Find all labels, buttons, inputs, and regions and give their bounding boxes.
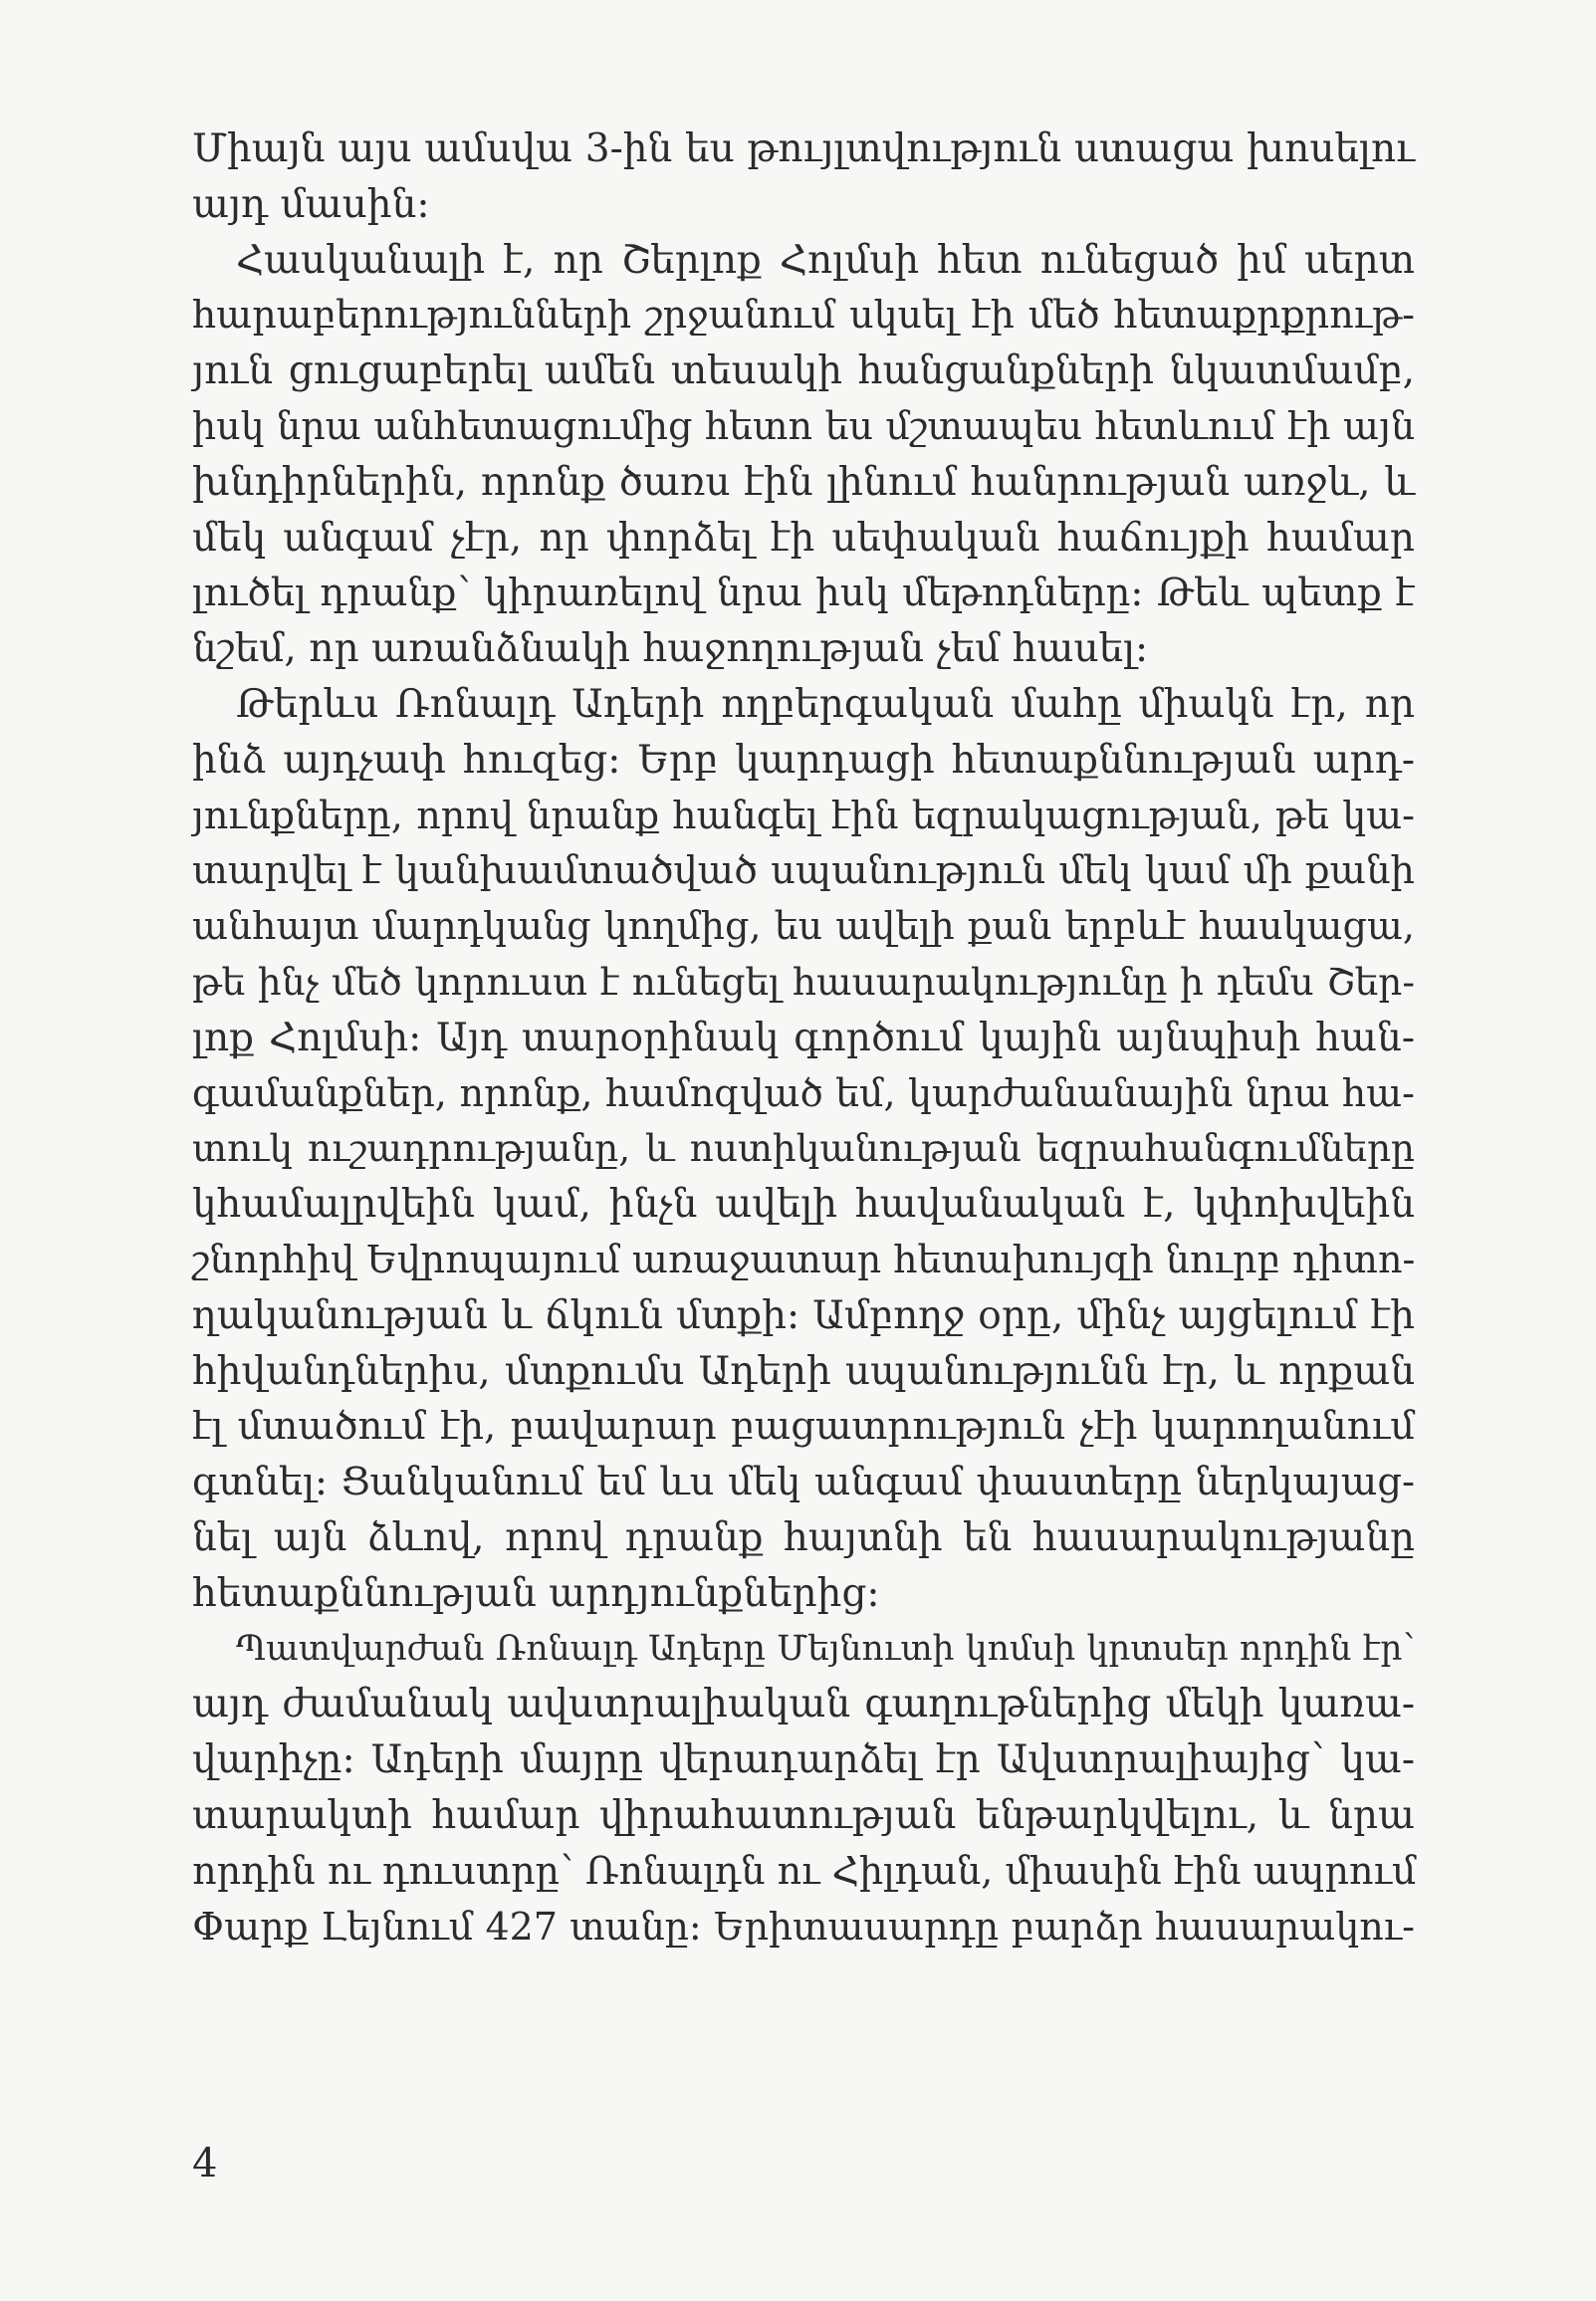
text-line: Պատվարժան Ռոնալդ Ադերը Մեյնուտի կոմսի կրտսեր որդին էր՝ bbox=[236, 1628, 1415, 1669]
text-line: իսկ նրա անհետացումից հետո ես մշտապես հետևում էի այն bbox=[192, 403, 1415, 448]
text-line: հետաքննության արդյունքներից: bbox=[192, 1570, 880, 1616]
text-line: հարաբերությունների շրջանում սկսել էի մեծ հետաքրքրութ- bbox=[192, 293, 1415, 338]
body-text bbox=[192, 121, 1415, 1955]
text-line: անհայտ մարդկանց կողմից, ես ավելի քան երբևէ հասկացա, bbox=[192, 904, 1415, 949]
text-line: որդին ու դուստրը՝ Ռոնալդն ու Հիլդան, միասին էին ապրում bbox=[192, 1848, 1417, 1893]
text-line: տուկ ուշադրությանը, և ոստիկանության եզրահանգումները bbox=[192, 1126, 1415, 1171]
text-line: ինձ այդչափ հուզեց: Երբ կարդացի հետաքննության արդ- bbox=[192, 737, 1415, 783]
text-line: թե ինչ մեծ կորուստ է ունեցել հասարակությունը ի դեմս Շեր- bbox=[192, 959, 1415, 1004]
text-line: յուն ցուցաբերել ամեն տեսակի հանցանքների նկատմամբ, bbox=[192, 348, 1415, 394]
text-line: հիվանդներիս, մտքումս Ադերի սպանությունն էր, և որքան bbox=[192, 1348, 1415, 1394]
page-number: 4 bbox=[192, 2141, 218, 2186]
text-line: Թերևս Ռոնալդ Ադերի ողբերգական մահը միակն էր, որ bbox=[236, 681, 1415, 727]
text-line: նել այն ձևով, որով դրանք հայտնի են հասարակությանը bbox=[192, 1514, 1415, 1560]
text-line: ղականության և ճկուն մտքի: Ամբողջ օրը, մինչ այցելում էի bbox=[192, 1292, 1415, 1338]
text-line: այդ մասին: bbox=[192, 181, 430, 227]
text-line: լուծել դրանք՝ կիրառելով նրա իսկ մեթոդները: Թեև պետք է bbox=[192, 571, 1415, 616]
text-line: յունքները, որով նրանք հանգել էին եզրակացության, թե կա- bbox=[192, 793, 1415, 837]
text-line: գտնել: Ցանկանում եմ ևս մեկ անգամ փաստերը ներկայաց- bbox=[192, 1460, 1415, 1505]
text-line: շնորհիվ Եվրոպայում առաջատար հետախույզի նուրբ դիտո- bbox=[192, 1237, 1416, 1281]
text-line: տարակտի համար վիրահատության ենթարկվելու, և նրա bbox=[192, 1792, 1415, 1838]
text-line: վարիչը: Ադերի մայրը վերադարձել էր Ավստրալիայից՝ կա- bbox=[192, 1737, 1415, 1783]
text-line: այդ ժամանակ ավստրալիական գաղութներից մեկի կառա- bbox=[192, 1682, 1415, 1727]
text-line: կհամալրվեին կամ, ինչն ավելի հավանական է, կփոխվեին bbox=[192, 1182, 1415, 1228]
text-line: Միայն այս ամսվա 3-ին ես թույլտվություն ստացա խոսելու bbox=[192, 126, 1415, 171]
text-line: էլ մտածում էի, բավարար բացատրություն չէի կարողանում bbox=[192, 1404, 1415, 1450]
text-line: գամանքներ, որոնք, համոզված եմ, կարժանանային նրա հա- bbox=[192, 1070, 1415, 1115]
text-line: տարվել է կանխամտածված սպանություն մեկ կամ մի քանի bbox=[192, 848, 1415, 894]
text-line: խնդիրներին, որոնք ծառս էին լինում հանրության առջև, և bbox=[192, 459, 1415, 505]
text-line: Հասկանալի է, որ Շերլոք Հոլմսի հետ ունեցած իմ սերտ bbox=[236, 237, 1415, 283]
text-line: Փարք Լեյնում 427 տանը: Երիտասարդը բարձր հասարակու- bbox=[192, 1904, 1415, 1949]
text-line: նշեմ, որ առանձնակի հաջողության չեմ հասել: bbox=[192, 626, 1149, 672]
text-line: լոք Հոլմսի: Այդ տարօրինակ գործում կային այնպիսի հան- bbox=[192, 1015, 1415, 1060]
text-line: մեկ անգամ չէր, որ փորձել էի սեփական հաճույքի համար bbox=[192, 515, 1415, 561]
